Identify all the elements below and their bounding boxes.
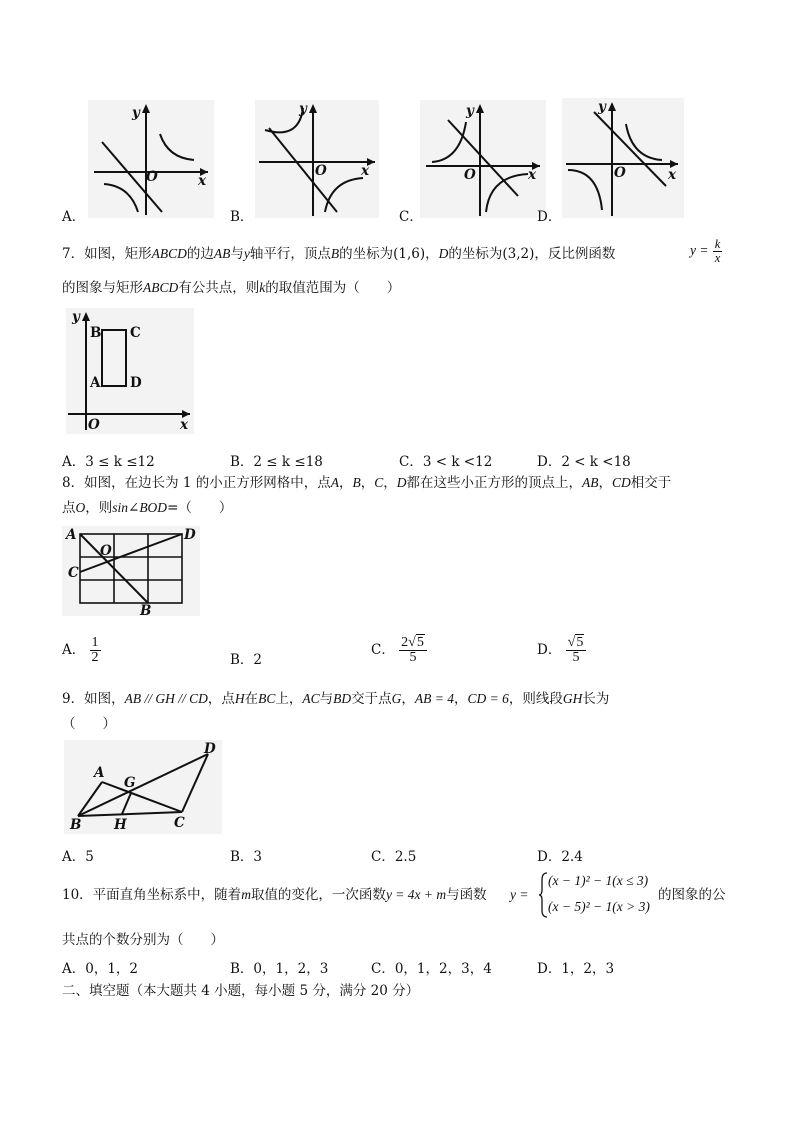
option-label: B． (230, 961, 254, 977)
option-text: 2.5 (394, 849, 417, 865)
q9-answer-blank: （ ） (62, 716, 116, 732)
q7-func-fraction (713, 238, 723, 264)
q9-var-bd: BD (333, 691, 352, 706)
q6-b-origin-label: O (315, 163, 327, 179)
q9-option-a[interactable] (62, 845, 94, 865)
option-text: 0，1，2，3 (253, 961, 329, 977)
option-label: D． (537, 849, 562, 865)
option-label: A． (62, 961, 86, 977)
q8-text: 如图，在边长为 1 的小正方形网格中，点 (84, 475, 331, 491)
q7-fig-y-label: y (72, 309, 80, 325)
q8-answer-blank: =（ ） (167, 500, 233, 516)
q7-answer-blank: 的取值范围为（ ） (265, 280, 401, 296)
q7-option-b[interactable] (230, 450, 323, 470)
q8-text: ， (383, 475, 397, 491)
option-label: A． (62, 849, 86, 865)
q10-option-c[interactable] (371, 957, 492, 977)
q7-text: 的坐标为 (339, 246, 394, 262)
q8-fig-a-label: A (66, 527, 77, 543)
q8-var-a: A (330, 475, 340, 490)
q7-stem-line1 (62, 245, 615, 263)
q6-option-d[interactable]: D． (537, 209, 562, 225)
q10-func-y: y = (510, 887, 529, 902)
option-text: 3 ≤ k ≤12 (85, 454, 155, 470)
q8-stem-line2 (62, 499, 232, 517)
q9-stem-line1 (62, 690, 609, 708)
q7-fig-d-label: D (130, 375, 142, 391)
q10-number: 10． (62, 887, 93, 903)
q7-func-y: y = (690, 242, 709, 258)
q8-text: ， (360, 475, 375, 491)
q8-var-cd: CD (612, 475, 631, 490)
q6-d-y-label: y (598, 99, 606, 115)
q6-b-y-label: y (299, 101, 307, 117)
q8-figure (62, 526, 200, 619)
option-label: C． (371, 849, 395, 865)
fraction-radicand: 5 (416, 635, 424, 650)
q9-text: 在 (244, 691, 259, 707)
q6-d-x-label: x (668, 167, 677, 183)
q6-d-origin-label: O (614, 165, 626, 181)
q8-c-fraction: $\frac{2√5}{5}$ (399, 636, 427, 665)
q9-text: 交于点 (351, 691, 392, 707)
q9-text: ，点 (207, 691, 235, 707)
fraction-coefficient: 2 (401, 635, 409, 650)
q7-option-c[interactable] (399, 450, 492, 470)
q7-var-d: D (438, 246, 449, 261)
option-text: 2 < k <18 (561, 454, 631, 470)
q10-piecewise-brace (538, 872, 548, 922)
q6-c-y-label: y (466, 103, 474, 119)
q7-fig-b-label: B (90, 325, 102, 341)
option-label: B． (230, 652, 254, 668)
option-label: B． (230, 454, 254, 470)
q9-text: ， (453, 691, 468, 707)
q10-var-m: m (241, 887, 251, 902)
fraction-radicand: 5 (576, 635, 584, 650)
q8-d-fraction: $\frac{√5}{5}$ (566, 636, 587, 665)
q6-a-x-label: x (198, 173, 207, 189)
q9-var-g: G (391, 691, 402, 706)
option-label: A． (62, 454, 86, 470)
q7-func-den: x (714, 250, 721, 265)
q8-var-c: C (374, 475, 384, 490)
q8-text: ，则 (85, 500, 113, 516)
q9-text: ，则线段 (508, 691, 563, 707)
q8-var-o: O (75, 500, 86, 515)
q8-stem-line1 (62, 474, 671, 492)
q7-b-coord: (1,6) (393, 246, 426, 262)
q9-fig-b-label: B (70, 817, 82, 833)
q9-figure (64, 740, 222, 834)
option-label: D． (537, 961, 562, 977)
q6-c-origin-label: O (464, 167, 476, 183)
q8-var-ab: AB (582, 475, 599, 490)
q6-graph-d (562, 98, 684, 218)
q7-number: 7． (62, 246, 85, 262)
q10-option-b[interactable] (230, 957, 328, 977)
option-text: 3 (253, 849, 263, 865)
q7-var-abcd: ABCD (151, 246, 187, 261)
q10-text: 取值的变化，一次函数 (250, 887, 386, 903)
q7-function (690, 238, 722, 264)
q9-var-ac: AC (302, 691, 320, 706)
option-label: D． (537, 454, 562, 470)
q8-sin-expr: sin∠BOD (112, 500, 168, 515)
q7-text: 的边 (186, 246, 214, 262)
option-label: A． (62, 642, 86, 658)
q8-fig-c-label: C (68, 565, 79, 581)
q7-text: 的坐标为 (448, 246, 503, 262)
q8-var-b: B (352, 475, 361, 490)
q7-func-num: k (714, 237, 721, 251)
q7-text: 轴平行，顶点 (249, 246, 331, 262)
option-text: 2 ≤ k ≤18 (253, 454, 323, 470)
q6-c-x-label: x (528, 167, 537, 183)
q10-piece-1: (x − 1)² − 1(x ≤ 3) (548, 873, 649, 888)
option-text: 3 < k <12 (422, 454, 493, 470)
q9-text: 长为 (582, 691, 610, 707)
q8-var-d: D (396, 475, 407, 490)
q7-stem-line2 (62, 279, 400, 297)
q8-option-b[interactable] (230, 648, 262, 668)
q9-option-c[interactable] (371, 845, 416, 865)
option-text: 0，1，2，3，4 (394, 961, 492, 977)
option-label: C． (371, 961, 395, 977)
q9-fig-c-label: C (174, 815, 185, 831)
q7-fig-x-label: x (180, 417, 189, 433)
option-label: C． (399, 454, 423, 470)
q10-option-a[interactable] (62, 957, 138, 977)
q6-a-origin-label: O (146, 169, 158, 185)
q9-ab-eq: AB = 4 (414, 691, 454, 706)
fraction-numerator: 1 (91, 635, 99, 650)
q10-text: 与函数 (446, 887, 487, 903)
q7-fig-a-label: A (90, 375, 101, 391)
q7-d-coord: (3,2) (502, 246, 535, 262)
q8-number: 8． (62, 475, 85, 491)
q6-graph-c (420, 100, 546, 218)
q8-text: 都在这些小正方形的顶点上， (406, 475, 583, 491)
fraction-denominator: 5 (409, 650, 417, 665)
q8-fig-d-label: D (184, 527, 196, 543)
q9-text: ， (401, 691, 415, 707)
option-text: 2 (253, 652, 263, 668)
fraction-denominator: 2 (91, 650, 99, 665)
q8-text: ， (339, 475, 353, 491)
q7-option-a[interactable] (62, 450, 155, 470)
q7-var-abcd: ABCD (143, 280, 179, 295)
q6-option-b[interactable]: B． (230, 209, 254, 225)
q10-piecewise-y (510, 886, 528, 904)
q7-var-k: k (259, 280, 266, 295)
q6-option-c[interactable]: C． (399, 209, 423, 225)
q9-parallel-expr: AB // GH // CD (124, 691, 208, 706)
q6-graph-a (88, 100, 214, 218)
q9-option-d[interactable] (537, 845, 583, 865)
q9-option-b[interactable] (230, 845, 262, 865)
q10-stem-line2: 共点的个数分别为（ ） (62, 932, 224, 948)
q7-text: ，反比例函数 (534, 246, 616, 262)
q7-fig-c-label: C (130, 325, 141, 341)
q9-var-h: H (234, 691, 245, 706)
q7-text: ， (425, 246, 439, 262)
option-text: 2.4 (561, 849, 583, 865)
q8-option-c[interactable] (371, 636, 427, 665)
q9-text: 如图， (84, 691, 125, 707)
q6-graph-b (255, 100, 379, 218)
q7-option-d[interactable] (537, 450, 631, 470)
option-label: C． (371, 642, 395, 658)
q9-fig-h-label: H (114, 817, 127, 833)
q7-var-y: y (243, 246, 250, 261)
q7-fig-origin-label: O (88, 417, 100, 433)
q8-fig-o-label: O (100, 543, 112, 559)
option-label: B． (230, 849, 254, 865)
q8-option-d[interactable] (537, 636, 586, 665)
q7-text: 如图，矩形 (84, 246, 152, 262)
q10-stem-line1 (62, 886, 487, 904)
q10-piece-2: (x − 5)² − 1(x > 3) (548, 899, 650, 914)
q9-number: 9． (62, 691, 85, 707)
q6-a-y-label: y (132, 105, 140, 121)
q7-text: 有公共点，则 (178, 280, 260, 296)
q6-option-a[interactable]: A． (62, 209, 86, 225)
q9-var-bc: BC (258, 691, 276, 706)
q9-text: 上， (275, 691, 303, 707)
q7-text: 与 (230, 246, 244, 262)
q10-linear-func: y = 4x + m (385, 887, 447, 902)
q9-fig-a-label: A (94, 765, 105, 781)
q7-text: 的图象与矩形 (62, 280, 143, 296)
q9-var-gh: GH (562, 691, 583, 706)
q7-var-b: B (330, 246, 340, 261)
q9-fig-g-label: G (124, 775, 136, 791)
q8-text: 点 (62, 500, 76, 516)
q7-figure (66, 308, 194, 434)
q10-stem-tail: 的图象的公 (658, 887, 726, 903)
q8-option-a[interactable] (62, 636, 101, 665)
q10-text: 平面直角坐标系中，随着 (92, 887, 242, 903)
option-text: 5 (85, 849, 94, 865)
q8-text: ， (598, 475, 613, 491)
option-text: 1，2，3 (561, 961, 615, 977)
q7-var-ab: AB (213, 246, 231, 261)
q8-text: 相交于 (630, 475, 672, 491)
fraction-denominator: 5 (572, 650, 580, 665)
option-label: D． (537, 642, 562, 658)
q6-b-x-label: x (361, 163, 370, 179)
q9-text: 与 (319, 691, 334, 707)
section-2-heading: 二、填空题（本大题共 4 小题，每小题 5 分，满分 20 分） (62, 983, 420, 999)
q8-fig-b-label: B (140, 603, 152, 619)
q9-cd-eq: CD = 6 (467, 691, 509, 706)
q8-a-fraction (90, 636, 101, 665)
q9-fig-d-label: D (204, 741, 216, 757)
option-text: 0，1，2 (85, 961, 139, 977)
q10-option-d[interactable] (537, 957, 614, 977)
